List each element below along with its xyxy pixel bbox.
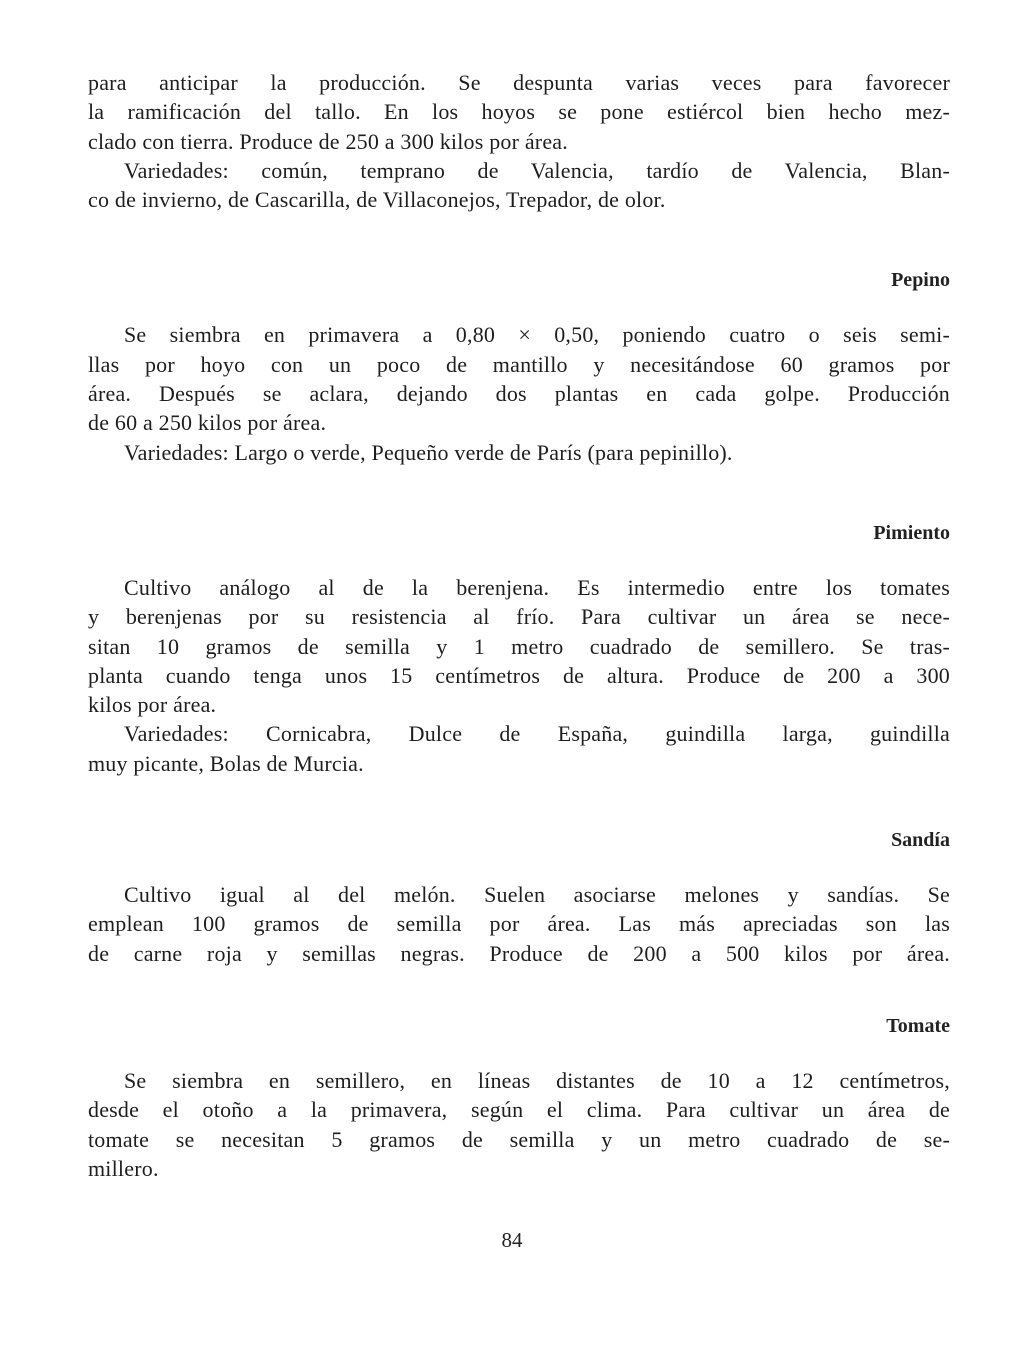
intro-paragraph [88,68,950,156]
text-line: clado con tierra. Produce de 250 a 300 kilos por área. [88,128,568,154]
text-line: tomate se necesitan 5 gramos de semilla y un metro cuadrado de se- [88,1126,950,1152]
section-heading-tomate: Tomate [886,1014,950,1037]
text-line: Variedades: Cornicabra, Dulce de España, guindilla larga, guindilla [124,721,950,747]
page-number: 84 [501,1228,523,1252]
text-line: muy picante, Bolas de Murcia. [88,750,364,776]
text-line: área. Después se aclara, dejando dos plantas en cada golpe. Producción [88,381,950,407]
text-line: kilos por área. [88,692,217,718]
text-line: millero. [88,1155,159,1181]
text-line: Variedades: común, temprano de Valencia, tardío de Valencia, Blan- [124,157,950,183]
page-body [88,68,950,1183]
sandia-paragraph [88,880,950,968]
text-line: emplean 100 gramos de semilla por área. Las más apreciadas son las [88,911,950,937]
text-line: llas por hoyo con un poco de mantillo y necesitándose 60 gramos por [88,351,950,377]
text-line: sitan 10 gramos de semilla y 1 metro cuadrado de semillero. Se tras- [88,633,950,659]
text-line: de carne roja y semillas negras. Produce de 200 a 500 kilos por área. [88,940,950,966]
pimiento-varieties [88,719,950,778]
text-line: y berenjenas por su resistencia al frío. Para cultivar un área se nece- [88,604,950,630]
text-line: Se siembra en semillero, en líneas distantes de 10 a 12 centímetros, [124,1067,950,1093]
section-heading-pepino: Pepino [891,269,950,292]
text-line: para anticipar la producción. Se despunta varias veces para favorecer [88,70,950,95]
text-line: Se siembra en primavera a 0,80 × 0,50, poniendo cuatro o seis semi- [124,322,950,348]
text-line: Cultivo análogo al de la berenjena. Es intermedio entre los tomates [124,574,950,600]
text-line: Variedades: Largo o verde, Pequeño verde de París (para pepinillo). [124,439,733,465]
text-line: de 60 a 250 kilos por área. [88,410,327,436]
intro-varieties [88,156,950,215]
text-line: co de invierno, de Cascarilla, de Villaconejos, Trepador, de olor. [88,187,666,213]
tomate-paragraph [88,1066,950,1183]
pepino-paragraph [88,320,950,437]
text-line: Cultivo igual al del melón. Suelen asociarse melones y sandías. Se [124,882,950,908]
text-line: la ramificación del tallo. En los hoyos se pone estiércol bien hecho mez- [88,99,950,125]
text-line: planta cuando tenga unos 15 centímetros de altura. Produce de 200 a 300 [88,662,950,688]
section-heading-sandia: Sandía [891,829,950,852]
pepino-varieties [88,438,950,467]
section-heading-pimiento: Pimiento [873,521,950,544]
text-line: desde el otoño a la primavera, según el clima. Para cultivar un área de [88,1097,950,1123]
pimiento-paragraph [88,573,950,719]
